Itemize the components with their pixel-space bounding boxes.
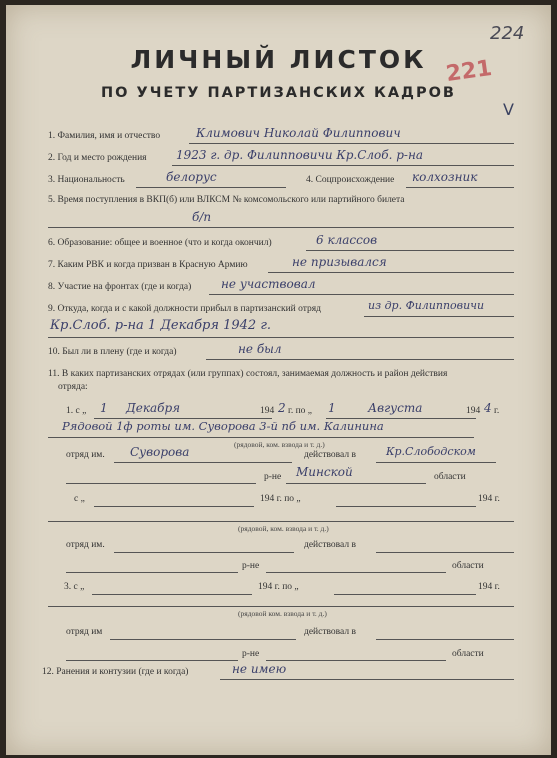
field-7-label: 7. Каким РВК и когда призван в Красную Армию bbox=[48, 260, 248, 270]
e2-role-hint: (рядовой, ком. взвода и т. д.) bbox=[238, 524, 329, 533]
e2-rne-label: р-не bbox=[242, 561, 260, 571]
field-10-line bbox=[206, 359, 514, 360]
red-stamp-number: 221 bbox=[444, 55, 494, 88]
field-5-label: 5. Время поступления в ВКП(б) или ВЛКСМ № комсомольского или партийного билета bbox=[48, 195, 405, 205]
e2-otryad-label: отряд им. bbox=[66, 540, 105, 550]
e1-role-line bbox=[48, 437, 474, 438]
field-12-line bbox=[220, 679, 514, 680]
e1-month-from: Декабря bbox=[126, 401, 181, 415]
field-4-line bbox=[406, 187, 514, 188]
field-2-label: 2. Год и место рождения bbox=[48, 153, 147, 163]
field-9-value-2: Кр.Слоб. р-на 1 Декабря 1942 г. bbox=[50, 318, 272, 333]
e3-rne-label: р-не bbox=[242, 649, 260, 659]
e3-role-hint: (рядовой ком. взвода и т. д.) bbox=[238, 609, 327, 618]
e1-prefix: 1. с „ bbox=[66, 406, 87, 416]
e2-role-line bbox=[48, 521, 514, 522]
field-5-line bbox=[48, 227, 514, 228]
field-10-value: не был bbox=[238, 342, 282, 356]
e3-end: 194 г. bbox=[478, 582, 500, 592]
e1-day-from: 1 bbox=[100, 401, 108, 415]
e1-rne-value: Минской bbox=[296, 465, 353, 479]
e3-otryad-line bbox=[110, 639, 296, 640]
field-1-value: Климович Николай Филиппович bbox=[196, 126, 401, 140]
archive-number: 224 bbox=[490, 23, 525, 44]
e1-oblasti-label: области bbox=[434, 472, 466, 482]
field-2-line bbox=[172, 165, 514, 166]
field-4-label: 4. Соцпроисхождение bbox=[306, 175, 395, 185]
e1-year-from-sep: 194 bbox=[260, 406, 275, 416]
e2-to-line bbox=[336, 506, 476, 507]
e1-deystvoval-value: Кр.Слободском bbox=[386, 445, 476, 458]
field-8-value: не участвовал bbox=[221, 277, 316, 291]
field-3-value: белорус bbox=[166, 170, 217, 184]
e1-oblast-line bbox=[286, 483, 426, 484]
e3-deystvoval-label: действовал в bbox=[304, 627, 356, 637]
field-9-value-1: из др. Филипповичи bbox=[368, 299, 485, 312]
field-6-value: 6 классов bbox=[316, 233, 378, 247]
e1-otryad-value: Суворова bbox=[130, 445, 190, 459]
field-6-label: 6. Образование: общее и военное (что и когда окончил) bbox=[48, 238, 272, 248]
e1-role: Рядовой 1ф роты им. Суворова 3-й пб им. Калинина bbox=[62, 419, 384, 433]
e1-to-suffix: г. bbox=[494, 406, 500, 416]
e1-year-to-sep: 194 bbox=[466, 406, 481, 416]
e2-prefix: с „ bbox=[74, 494, 85, 504]
e3-rayon-line bbox=[66, 660, 238, 661]
e1-day-to: 1 bbox=[328, 401, 336, 415]
e2-otryad-line bbox=[114, 552, 294, 553]
field-7-line bbox=[268, 272, 514, 273]
field-7-value: не призывался bbox=[292, 255, 387, 269]
e2-oblasti-label: области bbox=[452, 561, 484, 571]
e3-role-line bbox=[48, 606, 514, 607]
field-8-label: 8. Участие на фронтах (где и когда) bbox=[48, 282, 192, 292]
e2-from-line bbox=[94, 506, 254, 507]
e1-month-to: Августа bbox=[368, 401, 423, 415]
e3-from-line bbox=[92, 594, 252, 595]
e3-deystvoval-line bbox=[376, 639, 514, 640]
field-3-line bbox=[136, 187, 286, 188]
check-mark: V bbox=[503, 100, 514, 119]
e1-otryad-label: отряд им. bbox=[66, 450, 105, 460]
field-4-value: колхозник bbox=[412, 170, 478, 184]
e2-mid: 194 г. по „ bbox=[260, 494, 301, 504]
page-subtitle: ПО УЧЕТУ ПАРТИЗАНСКИХ КАДРОВ bbox=[101, 85, 456, 101]
field-9-label: 9. Откуда, когда и с какой должности прибыл в партизанский отряд bbox=[48, 304, 321, 314]
e1-rayon-line bbox=[66, 483, 256, 484]
e1-from-suffix: г. по „ bbox=[288, 406, 313, 416]
e3-prefix: 3. с „ bbox=[64, 582, 85, 592]
e2-deystvoval-label: действовал в bbox=[304, 540, 356, 550]
e1-year-from-val: 2 bbox=[278, 401, 286, 415]
e1-year-to-val: 4 bbox=[484, 401, 492, 415]
document-sheet bbox=[6, 5, 551, 755]
field-3-label: 3. Национальность bbox=[48, 175, 125, 185]
field-11-label: 11. В каких партизанских отрядах (или группах) состоял, занимаемая должность и район действия bbox=[48, 369, 448, 379]
e2-rayon-line bbox=[66, 572, 238, 573]
e3-oblasti-label: области bbox=[452, 649, 484, 659]
field-2-value: 1923 г. др. Филипповичи Кр.Слоб. р-на bbox=[176, 148, 424, 162]
e2-deystvoval-line bbox=[376, 552, 514, 553]
field-8-line bbox=[209, 294, 514, 295]
e3-to-line bbox=[334, 594, 476, 595]
field-11-label-2: отряда: bbox=[58, 382, 88, 392]
e2-oblast-line bbox=[266, 572, 446, 573]
field-1-label: 1. Фамилия, имя и отчество bbox=[48, 131, 161, 141]
field-12-value: не имею bbox=[232, 662, 287, 676]
field-9-line-2 bbox=[48, 337, 514, 338]
e3-oblast-line bbox=[266, 660, 446, 661]
e1-deystvoval-label: действовал в bbox=[304, 450, 356, 460]
e2-end: 194 г. bbox=[478, 494, 500, 504]
e3-mid: 194 г. по „ bbox=[258, 582, 299, 592]
page-title: ЛИЧНЫЙ ЛИСТОК bbox=[130, 45, 427, 74]
field-6-line bbox=[306, 250, 514, 251]
field-5-value: б/п bbox=[192, 210, 212, 224]
e1-rne-label: р-не bbox=[264, 472, 282, 482]
field-9-line-1 bbox=[364, 316, 514, 317]
e3-otryad-label: отряд им bbox=[66, 627, 103, 637]
e1-otryad-line bbox=[114, 462, 292, 463]
e1-deystvoval-line bbox=[376, 462, 496, 463]
field-10-label: 10. Был ли в плену (где и когда) bbox=[48, 347, 177, 357]
field-12-label: 12. Ранения и контузии (где и когда) bbox=[42, 667, 189, 677]
e1-role-hint: (рядовой, ком. взвода и т. д.) bbox=[234, 440, 325, 449]
field-1-line bbox=[189, 143, 514, 144]
